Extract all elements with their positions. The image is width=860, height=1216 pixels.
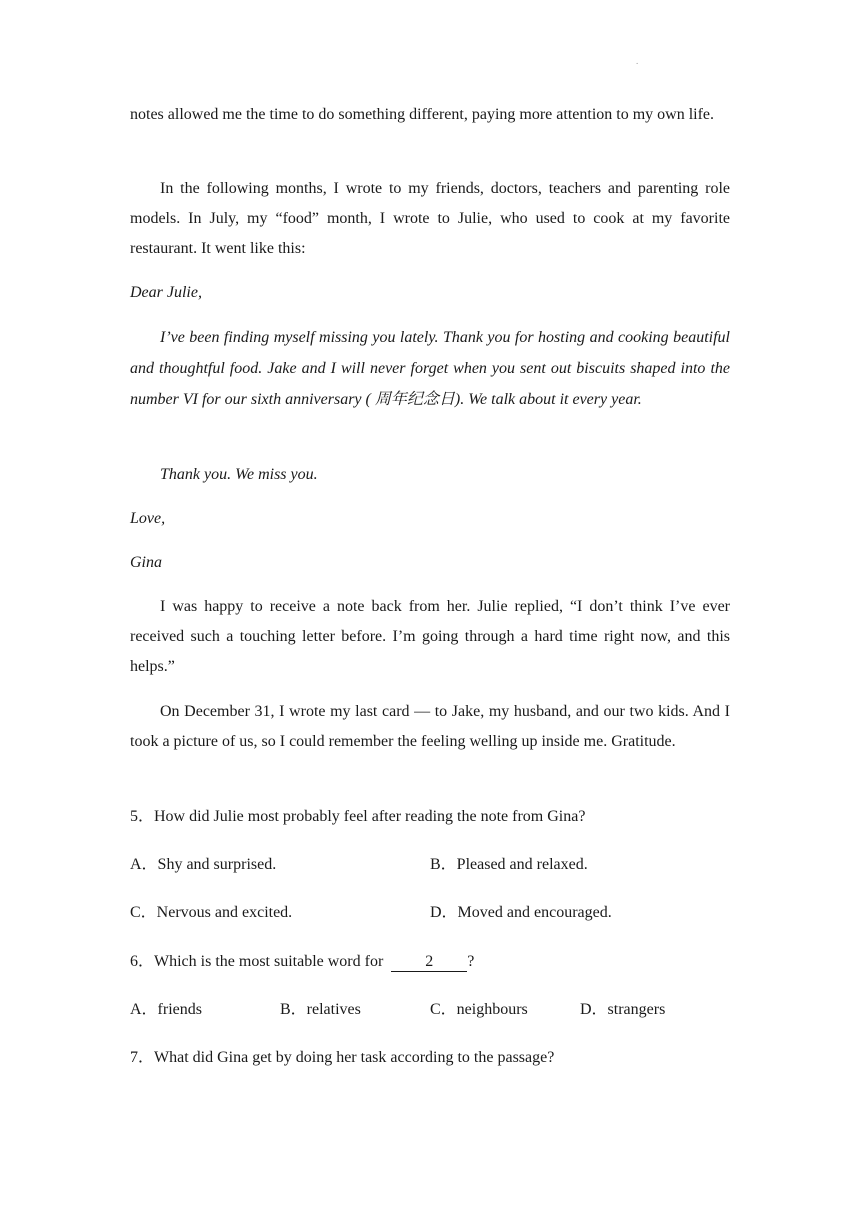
- question-6-stem-suffix: ?: [467, 953, 475, 970]
- question-6-stem: [130, 951, 474, 973]
- question-6-option-c[interactable]: C．neighbours: [430, 1001, 528, 1018]
- letter-thanks: Thank you. We miss you.: [160, 466, 318, 483]
- question-6-stem-text: 6．Which is the most suitable word for: [130, 953, 384, 970]
- question-7-stem: 7．What did Gina get by doing her task according to the passage?: [130, 1049, 555, 1066]
- letter-body: I’ve been finding myself missing you lately. Thank you for hosting and cooking beautiful and thoughtful food. Jake and I will never forget when you sent out biscuits shaped into the number VI for our sixth anniversary ( 周年纪念日). We talk about it every year.: [130, 329, 730, 408]
- question-5-option-a[interactable]: A．Shy and surprised.: [130, 856, 277, 873]
- question-5-option-d[interactable]: D．Moved and encouraged.: [430, 904, 612, 921]
- question-6-blank: 2: [391, 953, 467, 972]
- question-5-option-b[interactable]: B．Pleased and relaxed.: [430, 856, 588, 873]
- question-6-option-a[interactable]: A．friends: [130, 1001, 202, 1018]
- paragraph-4: On December 31, I wrote my last card — to Jake, my husband, and our two kids. And I took a picture of us, so I could remember the feeling welling up inside me. Gratitude.: [130, 703, 730, 750]
- letter-closing: Love,: [130, 510, 166, 527]
- question-5-stem: 5．How did Julie most probably feel after reading the note from Gina?: [130, 808, 586, 825]
- paragraph-3: I was happy to receive a note back from her. Julie replied, “I don’t think I’ve ever received such a touching letter before. I’m going through a hard time right now, and this helps.”: [130, 598, 730, 675]
- paragraph-1: notes allowed me the time to do something different, paying more attention to my own life.: [130, 106, 715, 123]
- paragraph-2: In the following months, I wrote to my friends, doctors, teachers and parenting role models. In July, my “food” month, I wrote to Julie, who used to cook at my favorite restaurant. It went like this:: [130, 180, 730, 257]
- question-6-option-b[interactable]: B．relatives: [280, 1001, 361, 1018]
- letter-signature: Gina: [130, 554, 162, 571]
- question-5-option-c[interactable]: C．Nervous and excited.: [130, 904, 293, 921]
- letter-greeting: Dear Julie,: [130, 284, 202, 301]
- header-mark: .: [636, 56, 639, 66]
- question-6-option-d[interactable]: D．strangers: [580, 1001, 666, 1018]
